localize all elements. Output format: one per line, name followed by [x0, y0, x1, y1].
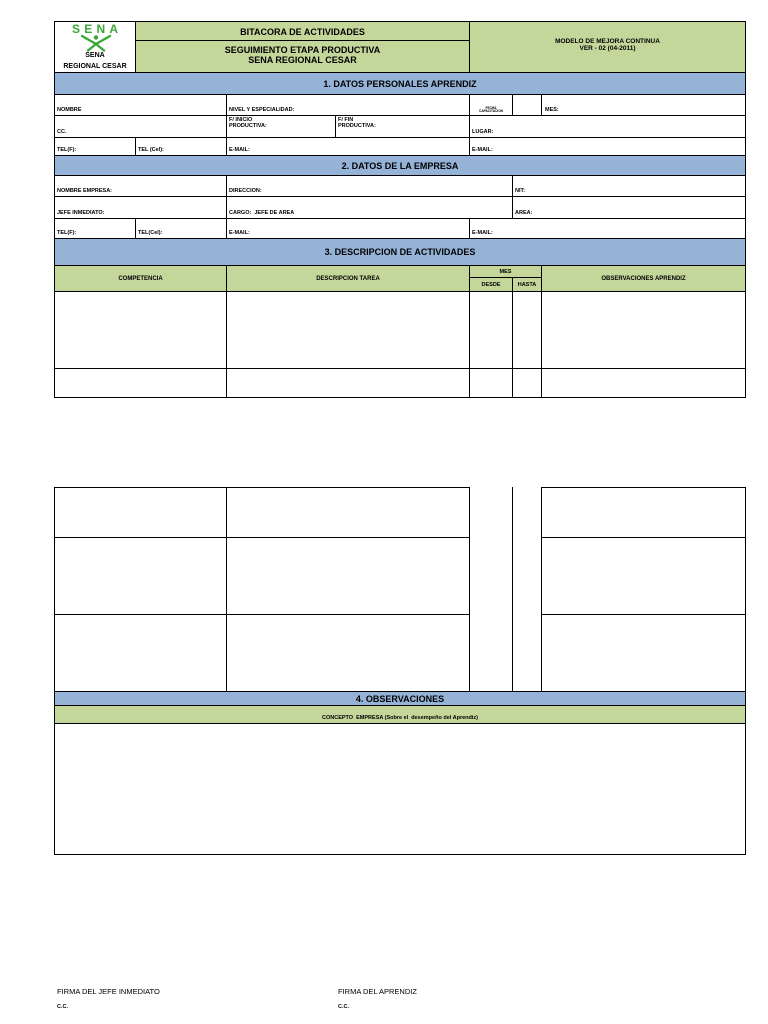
field-label: DIRECCION:	[229, 187, 262, 194]
sena-logo-head-icon	[94, 35, 98, 39]
logo-org-name: SENA	[85, 52, 105, 59]
form-subtitle-line2: SENA REGIONAL CESAR	[248, 54, 357, 65]
column-header-label: DESCRIPCION TAREA	[316, 275, 380, 282]
column-header-desde	[469, 277, 513, 292]
field-lugar	[469, 115, 746, 138]
activity-cell-observaciones	[541, 614, 746, 692]
field-f-fin	[335, 115, 470, 138]
section-personal-title: 1. DATOS PERSONALES APRENDIZ	[323, 78, 477, 89]
section-company-title: 2. DATOS DE LA EMPRESA	[341, 160, 459, 171]
field-nit	[512, 175, 746, 197]
field-label: MES:	[545, 106, 559, 113]
activity-cell-competencia	[54, 368, 227, 398]
activity-cell-hasta	[512, 368, 542, 398]
activity-cell-descripcion	[226, 291, 470, 369]
field-company-tel-cel	[135, 218, 227, 239]
field-label: JEFE INMEDIATO:	[57, 209, 105, 216]
field-mes	[541, 94, 746, 116]
field-label: TEL(F):	[57, 146, 77, 153]
column-header-descripcion	[226, 265, 470, 292]
field-label: E-MAIL:	[229, 229, 250, 236]
activity-cell-desde	[469, 291, 513, 369]
field-label: TEL(F):	[57, 229, 77, 236]
field-fecha-value	[512, 94, 542, 116]
activity-cell-competencia	[54, 487, 227, 538]
field-label: NOMBRE	[57, 106, 82, 113]
field-label: F/ FIN PRODUCTIVA:	[338, 117, 376, 130]
concepto-empresa-label: CONCEPTO EMPRESA (Sobre el desempeño del Aprendiz)	[322, 714, 478, 721]
field-tel-fijo	[54, 137, 136, 156]
activity-cell-descripcion	[226, 368, 470, 398]
field-company-email	[226, 218, 470, 239]
field-label: NIVEL Y ESPECIALIDAD:	[229, 106, 295, 113]
section-observations-header	[54, 691, 746, 706]
field-label: NIT:	[515, 187, 526, 194]
section-activities-header	[54, 238, 746, 266]
field-label: LUGAR:	[472, 128, 494, 135]
field-f-inicio	[226, 115, 336, 138]
field-email-2	[469, 137, 746, 156]
sena-logo	[55, 22, 135, 52]
activity-cell-descripcion	[226, 537, 470, 615]
field-fecha-capacitacion	[469, 94, 513, 116]
field-label: CC.	[57, 128, 67, 135]
field-company-tel-fijo	[54, 218, 136, 239]
form-subtitle-cell	[135, 40, 470, 73]
form-subtitle-line1: SEGUIMIENTO ETAPA PRODUCTIVA	[224, 44, 381, 55]
column-header-label: MES	[499, 268, 512, 275]
field-label: NOMBRE EMPRESA:	[57, 187, 113, 194]
field-tel-cel	[135, 137, 227, 156]
signature-jefe-label: FIRMA DEL JEFE INMEDIATO	[57, 987, 160, 996]
field-label: E-MAIL:	[472, 229, 493, 236]
field-label: AREA:	[515, 209, 533, 216]
field-label: F/ INICIO PRODUCTIVA:	[229, 117, 267, 130]
field-label: E-MAIL:	[229, 146, 250, 153]
column-header-label: HASTA	[517, 281, 537, 288]
model-version-cell	[469, 21, 746, 73]
field-email	[226, 137, 470, 156]
activity-cell-competencia	[54, 291, 227, 369]
sena-logo-wordmark: SENA	[72, 22, 118, 36]
concepto-empresa-box	[54, 723, 746, 855]
activity-cell-desde	[469, 368, 513, 398]
field-nivel-especialidad	[226, 94, 470, 116]
field-nombre	[54, 94, 227, 116]
activity-cell-competencia	[54, 537, 227, 615]
field-label: TEL (Cel):	[138, 146, 164, 153]
activity-cell-observaciones	[541, 487, 746, 538]
field-jefe-inmediato	[54, 196, 227, 219]
field-company-email-2	[469, 218, 746, 239]
concepto-empresa-header	[54, 705, 746, 724]
activity-cell-observaciones	[541, 368, 746, 398]
column-header-label: DESDE	[481, 281, 501, 288]
sena-logo-legs-icon	[88, 44, 104, 51]
field-label: FECHA CAPACITACION	[479, 105, 503, 114]
section-activities-title: 3. DESCRIPCION DE ACTIVIDADES	[324, 247, 476, 257]
activity-cell-descripcion	[226, 614, 470, 692]
section-company-header	[54, 155, 746, 176]
signature-jefe-cc: C.C.	[57, 1004, 68, 1010]
column-header-competencia	[54, 265, 227, 292]
signature-aprendiz-cc: C.C.	[338, 1004, 349, 1010]
field-direccion	[226, 175, 513, 197]
activity-cell-descripcion	[226, 487, 470, 538]
logo-org-region: REGIONAL CESAR	[63, 63, 127, 70]
desde-hasta-divider	[512, 487, 513, 692]
activity-cell-competencia	[54, 614, 227, 692]
column-header-label: OBSERVACIONES APRENDIZ	[601, 275, 686, 282]
section-observations-title: 4. OBSERVACIONES	[355, 693, 445, 704]
field-label: E-MAIL:	[472, 146, 493, 153]
column-header-observaciones	[541, 265, 746, 292]
activity-cell-hasta	[512, 291, 542, 369]
activity-cell-observaciones	[541, 537, 746, 615]
activity-cell-observaciones	[541, 291, 746, 369]
field-label: TEL(Cel):	[138, 229, 163, 236]
field-cc	[54, 115, 227, 138]
column-header-hasta	[512, 277, 542, 292]
field-area	[512, 196, 746, 219]
field-nombre-empresa	[54, 175, 227, 197]
section-personal-header	[54, 72, 746, 95]
signature-aprendiz-label: FIRMA DEL APRENDIZ	[338, 987, 417, 996]
form-title: BITACORA DE ACTIVIDADES	[240, 26, 365, 37]
column-header-label: COMPETENCIA	[118, 275, 163, 282]
field-cargo	[226, 196, 513, 219]
model-version: VER - 02 (04-2011)	[579, 45, 636, 52]
form-title-cell	[135, 21, 470, 41]
model-name: MODELO DE MEJORA CONTINUA	[555, 37, 660, 45]
logo-cell	[54, 21, 136, 73]
field-label: CARGO: JEFE DE AREA	[229, 209, 295, 216]
